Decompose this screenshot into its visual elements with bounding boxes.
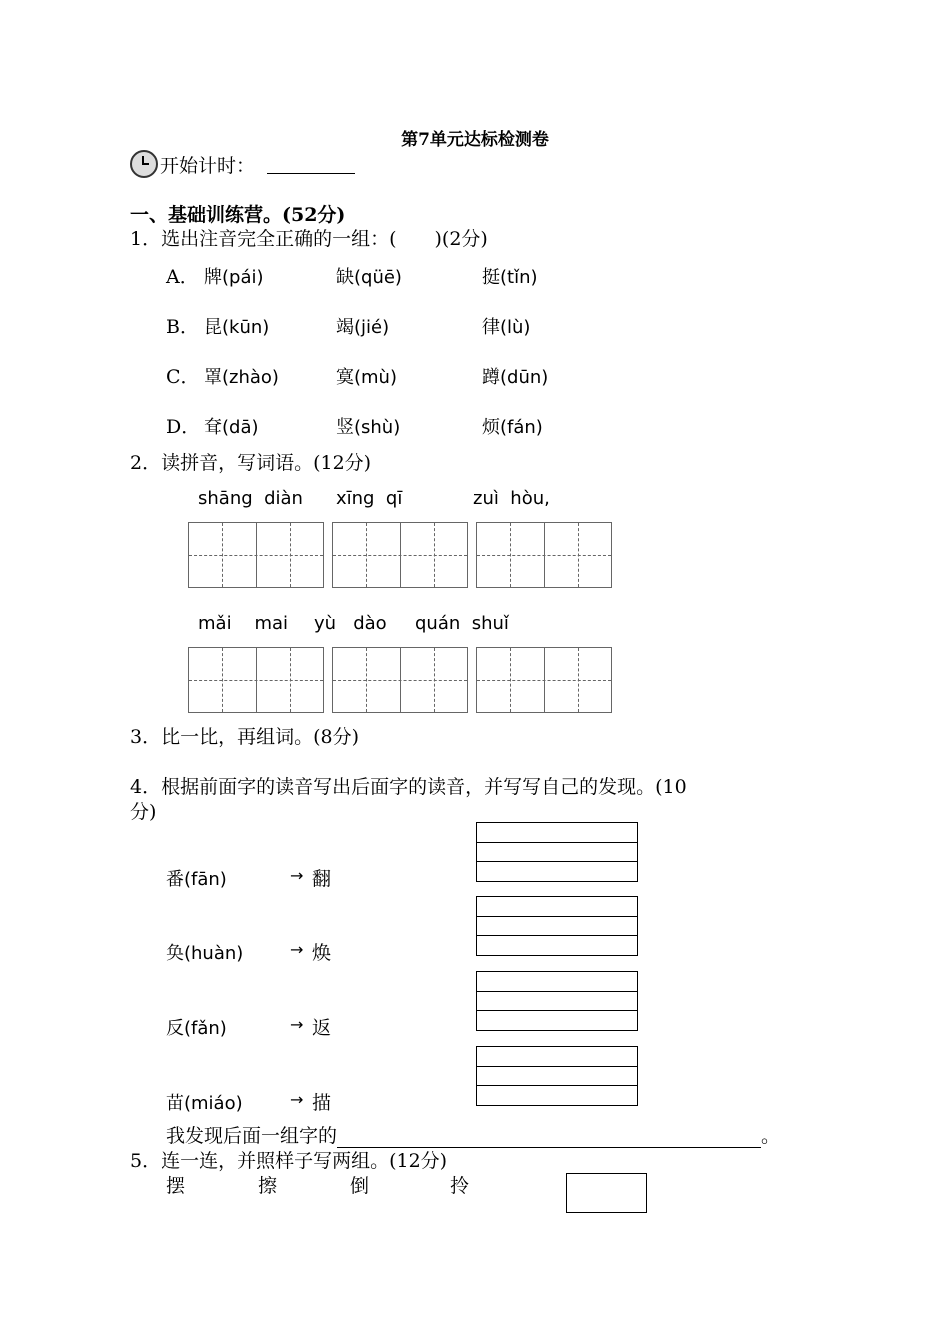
answer-box[interactable] (476, 896, 638, 956)
q4-stem-line2: 分) (130, 801, 157, 823)
answer-box[interactable] (476, 1046, 638, 1106)
q5-char-1[interactable]: 摆 (166, 1175, 186, 1197)
discover-end: 。 (761, 1125, 781, 1147)
q1-d-w2: 竖(shù) (336, 417, 401, 438)
discover-label: 我发现后面一组字的 (166, 1125, 338, 1147)
pinyin-2: xīng qī (336, 488, 403, 509)
q1-a-w2: 缺(qüē) (336, 267, 402, 288)
pinyin-3: zuì hòu, (473, 488, 550, 509)
q1-option-d[interactable] (166, 412, 200, 439)
discover-input[interactable] (337, 1127, 761, 1148)
q3-stem: 3．比一比，再组词。(8分) (130, 726, 360, 748)
q4-base-3: 反(fǎn) (166, 1018, 227, 1039)
option-letter: B． (166, 316, 199, 338)
q1-a-w3: 挺(tǐn) (482, 267, 538, 288)
q4-discover-row (166, 1121, 780, 1148)
q1-stem: 1．选出注音完全正确的一组：( )(2分) (130, 228, 488, 250)
timer-blank[interactable] (267, 155, 355, 174)
pinyin-6: quán shuǐ (415, 613, 509, 634)
q5-char-4[interactable]: 拎 (450, 1175, 470, 1197)
pinyin-1: shāng diàn (198, 488, 303, 509)
timer-row (130, 150, 355, 178)
q1-b-w3: 律(lù) (482, 317, 531, 338)
writing-grid[interactable] (188, 647, 324, 713)
q4-base-1: 番(fān) (166, 869, 227, 890)
q2-stem: 2．读拼音，写词语。(12分) (130, 452, 372, 474)
pinyin-4: mǎi mai (198, 613, 289, 634)
q1-b-w2: 竭(jié) (336, 317, 390, 338)
q5-char-2[interactable]: 擦 (258, 1175, 278, 1197)
clock-icon (130, 150, 158, 178)
q4-target-4: 描 (312, 1092, 332, 1114)
timer-label: 开始计时： (160, 154, 256, 177)
arrow-icon: → (290, 1015, 304, 1034)
option-letter: C． (166, 366, 200, 388)
q1-option-c[interactable] (166, 362, 200, 389)
q4-base-2: 奂(huàn) (166, 943, 244, 964)
q1-d-w3: 烦(fán) (482, 417, 543, 438)
q1-c-w3: 蹲(dūn) (482, 367, 549, 388)
q1-a-w1: 牌(pái) (204, 267, 264, 288)
arrow-icon: → (290, 940, 304, 959)
writing-grid[interactable] (476, 647, 612, 713)
writing-grid[interactable] (476, 522, 612, 588)
q5-stem: 5．连一连，并照样子写两组。(12分) (130, 1150, 448, 1172)
q1-c-w2: 寞(mù) (336, 367, 397, 388)
q1-option-b[interactable] (166, 312, 199, 339)
q4-stem-line1: 4．根据前面字的读音写出后面字的读音，并写写自己的发现。(10 (130, 776, 687, 798)
writing-grid[interactable] (188, 522, 324, 588)
option-letter: D． (166, 416, 201, 438)
arrow-icon: → (290, 1090, 304, 1109)
writing-grid[interactable] (332, 647, 468, 713)
q1-b-w1: 昆(kūn) (204, 317, 270, 338)
pinyin-5: yù dào (314, 613, 387, 634)
q1-option-a[interactable] (166, 262, 199, 289)
page-title: 第7单元达标检测卷 (401, 130, 549, 150)
section-heading: 一、基础训练营。(52分) (130, 204, 346, 226)
writing-grid[interactable] (332, 522, 468, 588)
answer-box[interactable] (476, 822, 638, 882)
q4-target-2: 焕 (312, 942, 332, 964)
q4-target-1: 翻 (312, 868, 332, 890)
q1-d-w1: 耷(dā) (204, 417, 259, 438)
q4-base-4: 苗(miáo) (166, 1093, 243, 1114)
q5-char-3[interactable]: 倒 (350, 1175, 370, 1197)
arrow-icon: → (290, 866, 304, 885)
q4-target-3: 返 (312, 1017, 332, 1039)
q1-c-w1: 罩(zhào) (204, 367, 279, 388)
answer-box[interactable] (566, 1173, 647, 1213)
option-letter: A． (166, 266, 199, 288)
answer-box[interactable] (476, 971, 638, 1031)
